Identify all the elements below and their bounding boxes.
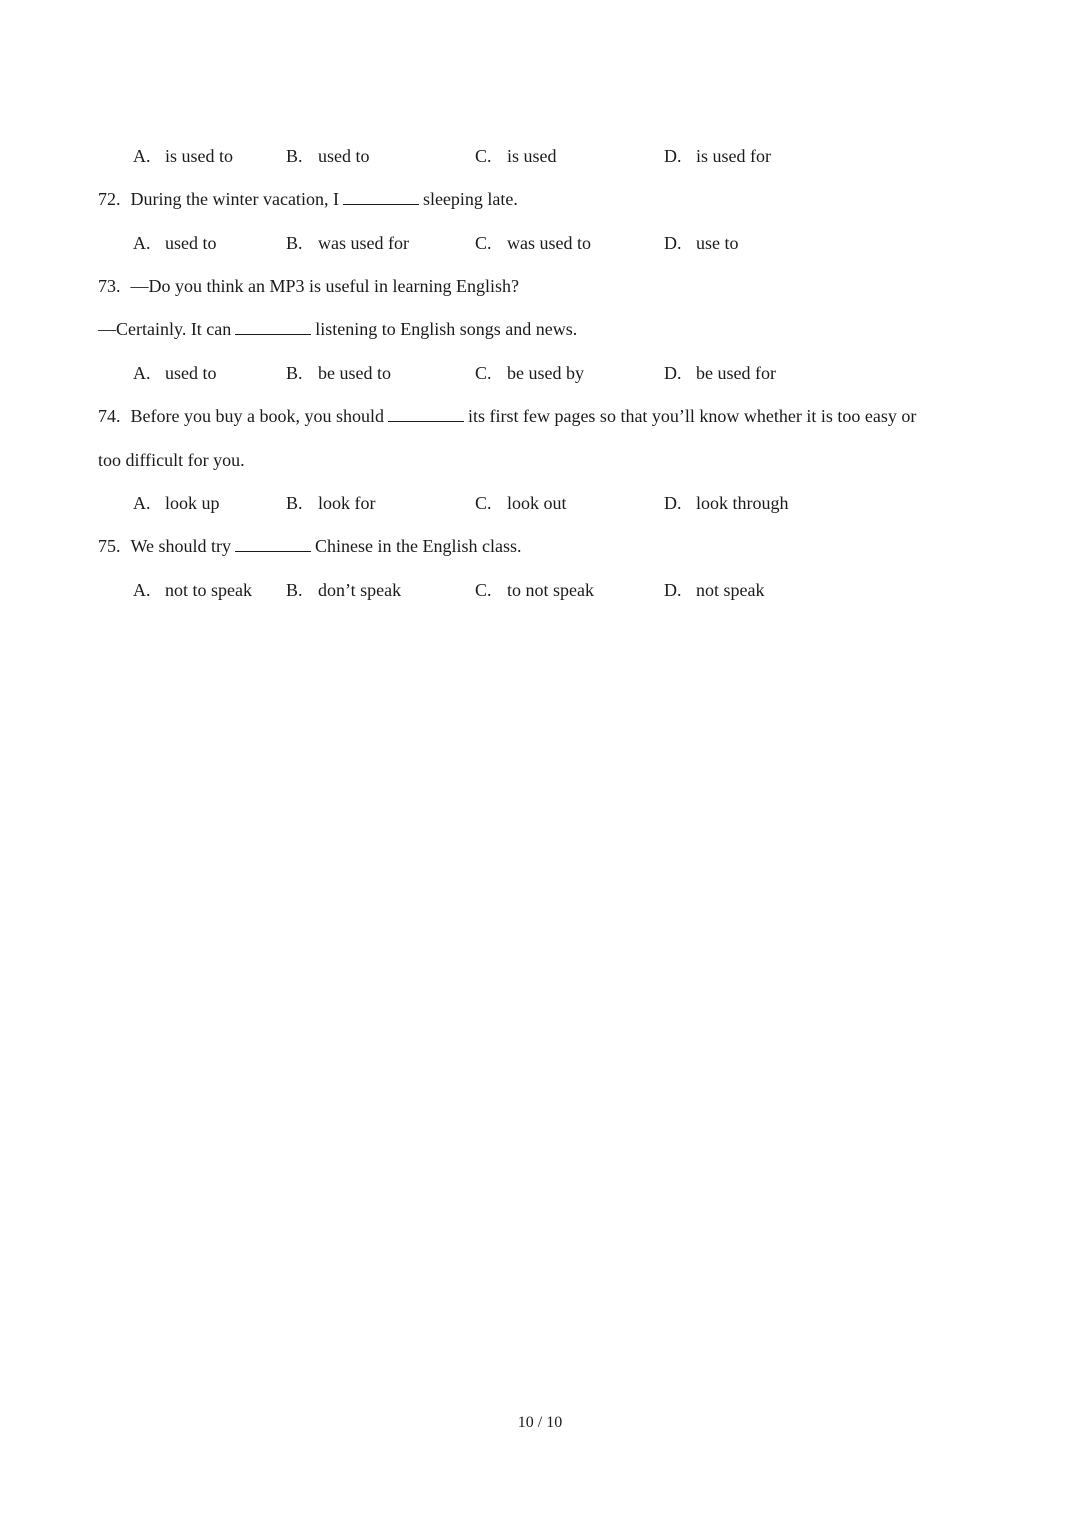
- answer-blank: [235, 318, 311, 335]
- q71-option-d: D. is used for: [664, 146, 771, 166]
- q73-options: [0, 362, 1080, 384]
- q74-option-d: D. look through: [664, 493, 789, 513]
- q73-option-a: A. used to: [133, 363, 217, 383]
- q71-option-c: C. is used: [475, 146, 557, 166]
- answer-blank: [235, 535, 311, 552]
- page-indicator: 10 / 10: [517, 1414, 563, 1431]
- q73-stem: 73. —Do you think an MP3 is useful in learning English?: [98, 276, 519, 296]
- q73-option-c: C. be used by: [475, 363, 584, 383]
- q71-options: [0, 145, 1080, 167]
- q75-stem: 75. We should try Chinese in the English class.: [98, 536, 522, 556]
- q74-options: [0, 492, 1080, 514]
- q73-reply: —Certainly. It can listening to English songs and news.: [98, 319, 578, 339]
- q71-option-b: B. used to: [286, 146, 370, 166]
- q71-option-a: A. is used to: [133, 146, 234, 166]
- q74-option-a: A. look up: [133, 493, 220, 513]
- q72-option-b: B. was used for: [286, 233, 409, 253]
- q72-option-c: C. was used to: [475, 233, 591, 253]
- q72-option-a: A. used to: [133, 233, 217, 253]
- q73-option-d: D. be used for: [664, 363, 776, 383]
- answer-blank: [343, 188, 419, 205]
- q72-number: 72.: [98, 189, 121, 209]
- q74-stem-continued: too difficult for you.: [98, 450, 245, 470]
- q75-option-d: D. not speak: [664, 580, 765, 600]
- q75-number: 75.: [98, 536, 121, 556]
- q73-option-b: B. be used to: [286, 363, 391, 383]
- q72-stem: 72. During the winter vacation, I sleeping late.: [98, 189, 518, 209]
- answer-blank: [388, 405, 464, 422]
- q74-stem: 74. Before you buy a book, you should its first few pages so that you’ll know whether it is too easy or: [98, 406, 917, 426]
- q74-option-c: C. look out: [475, 493, 567, 513]
- q74-option-b: B. look for: [286, 493, 376, 513]
- q73-number: 73.: [98, 276, 121, 296]
- q72-option-d: D. use to: [664, 233, 739, 253]
- q75-option-b: B. don’t speak: [286, 580, 402, 600]
- q74-number: 74.: [98, 406, 121, 426]
- q75-options: [0, 579, 1080, 601]
- q72-options: [0, 232, 1080, 254]
- q75-option-a: A. not to speak: [133, 580, 252, 600]
- q75-option-c: C. to not speak: [475, 580, 594, 600]
